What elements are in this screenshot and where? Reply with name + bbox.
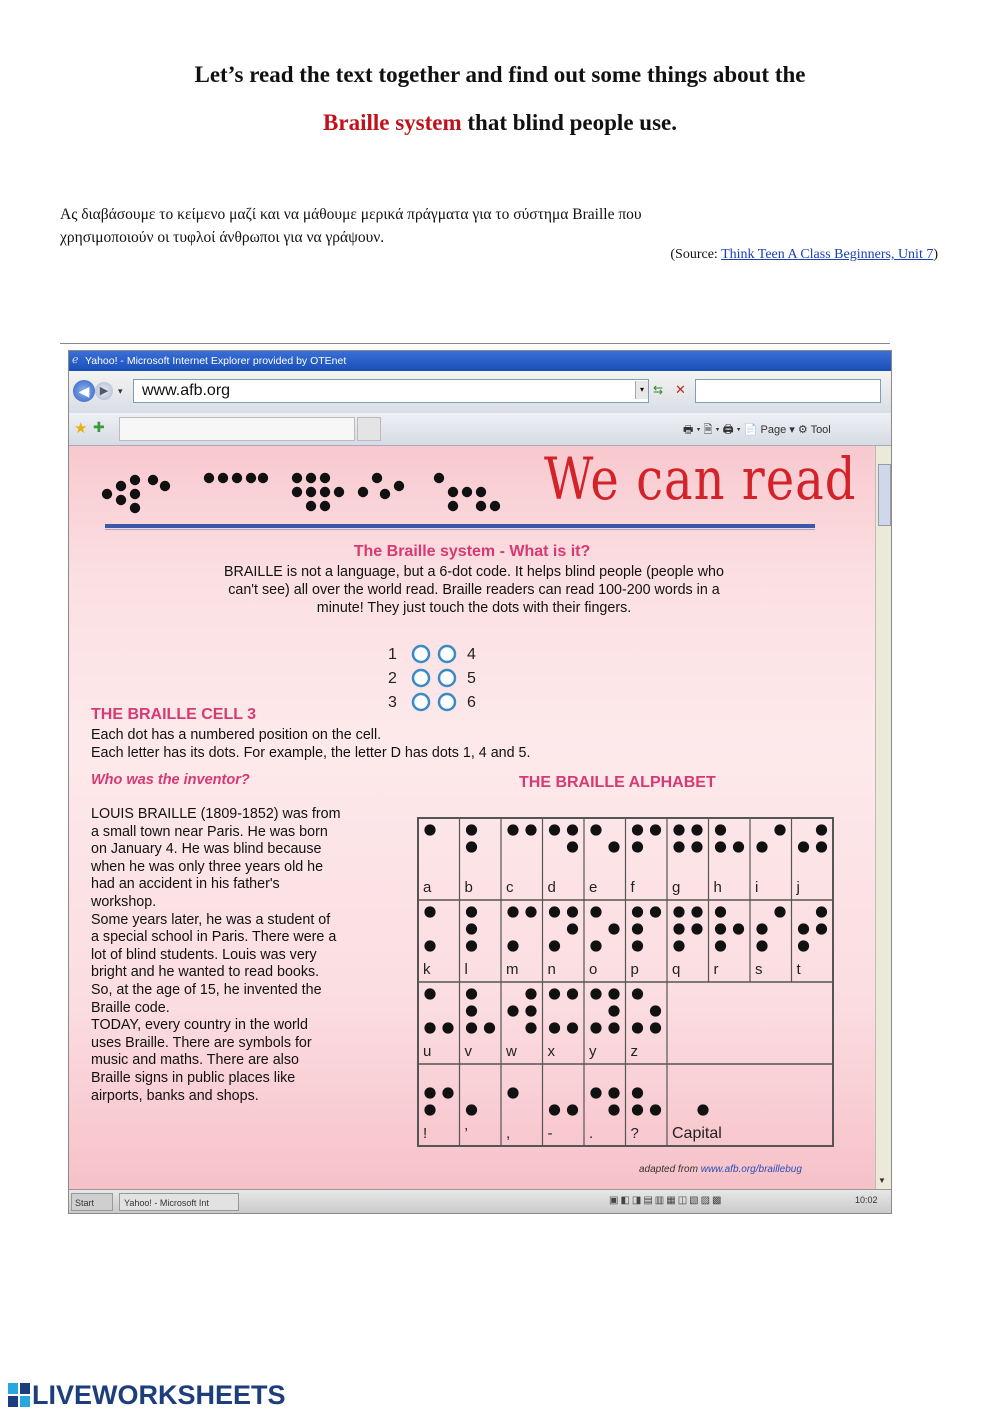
braille-system-description [184,563,764,617]
banner-braille-dot [476,501,486,511]
braille-dot-d-1 [549,824,560,835]
banner-braille-dot [130,503,140,513]
braille-dot-f-1 [632,824,643,835]
forward-arrow-icon[interactable]: ▶ [95,382,113,400]
bio-line: uses Braille. There are symbols for [91,1034,312,1051]
banner-braille-dot [102,489,112,499]
braille-dot-z-3 [632,1022,643,1033]
braille-dot-r-3 [715,940,726,951]
bio-line: Braille code. [91,999,170,1016]
braille-dot-.-6 [608,1104,619,1115]
braille-label-letter: q [672,961,681,978]
system-text-line: can't see) all over the world read. Braille readers can read 100-200 words in a [228,582,720,598]
braille-label-letter: x [547,1043,555,1060]
braille-dot-i-4 [774,824,785,835]
browser-screenshot [68,350,892,1214]
banner-braille-dot [434,473,444,483]
louis-braille-biography [91,806,381,1105]
banner-braille-dot [320,487,330,497]
address-bar[interactable]: www.afb.org [133,379,649,403]
braille-dot-s-4 [774,906,785,917]
banner-braille-dot [116,481,126,491]
taskbar-clock: 10:02 [855,1195,878,1205]
braille-dot-p-2 [632,923,643,934]
liveworksheets-badge-icon [8,1383,30,1407]
vertical-scrollbar[interactable] [875,446,891,1189]
braille-dot-x-3 [549,1022,560,1033]
braille-dot-n-5 [567,923,578,934]
braille-dot-l-3 [466,940,477,951]
braille-label-letter: . [589,1125,594,1142]
cell-circle-1 [413,646,429,662]
braille-label-letter: o [589,961,598,978]
banner-braille-dot [246,473,256,483]
braille-dot-k-1 [424,906,435,917]
braille-dot-’-3 [466,1104,477,1115]
adapted-link[interactable]: www.afb.org/braillebug [700,1164,802,1175]
braille-dot-h-2 [715,841,726,852]
braille-dot-h-1 [715,824,726,835]
command-bar-tools[interactable]: 🖶 ▾ 🗎 ▾ 🖨 ▾ 📄 Page ▾ ⚙ Tool [683,424,831,436]
banner-underline [105,524,815,528]
braille-dot---6 [567,1104,578,1115]
braille-dot-m-1 [507,906,518,917]
braille-label-letter: l [464,961,468,978]
banner-braille-dot [320,473,330,483]
braille-dot-y-1 [590,988,601,999]
adapted-prefix: adapted from [639,1164,701,1175]
braille-label-letter: ’ [464,1125,468,1142]
greek-line-1: Ας διαβάσουμε το κείμενο μαζί και να μάθουμε μερικά πράγματα για το σύστημα Braille που [60,206,642,223]
we-can-read-banner: We can read [544,446,857,514]
braille-dot-p-4 [650,906,661,917]
braille-dot-?-3 [632,1104,643,1115]
bio-line: Some years later, he was a student of [91,911,331,928]
banner-braille-dot [490,501,500,511]
braille-dot-e-5 [608,841,619,852]
braille-label-letter: i [755,879,759,896]
banner-braille-dot [292,473,302,483]
braille-dot-m-4 [525,906,536,917]
browser-tab[interactable] [119,417,355,441]
braille-dot-g-2 [673,841,684,852]
scroll-thumb[interactable] [878,464,891,526]
braille-dot-l-2 [466,923,477,934]
cell-text-line: Each dot has a numbered position on the cell. [91,727,382,743]
braille-banner-icon [99,454,539,524]
system-tray-icons: ▣◧◨▤▥▦◫▧▨▩ [609,1195,724,1206]
braille-label-letter: a [423,879,432,896]
banner-braille-dot [462,487,472,497]
banner-braille-dot [380,489,390,499]
bio-line: LOUIS BRAILLE (1809-1852) was from [91,806,341,822]
braille-alphabet-title: THE BRAILLE ALPHABET [519,774,716,791]
banner-braille-dot [218,473,228,483]
braille-dot-g-5 [691,841,702,852]
braille-dot-n-4 [567,906,578,917]
refresh-icon[interactable]: ⇆ [653,383,664,397]
braille-dot-g-4 [691,824,702,835]
braille-dot-x-1 [549,988,560,999]
banner-braille-dot [130,489,140,499]
source-citation [670,247,938,263]
braille-dot-o-5 [608,923,619,934]
cell-circle-4 [439,646,455,662]
bio-line: airports, banks and shops. [91,1087,259,1104]
scroll-down-icon[interactable]: ▼ [878,1176,886,1185]
braille-dot-v-3 [466,1022,477,1033]
history-dropdown-icon[interactable]: ▾ [118,386,123,396]
banner-braille-dot [320,501,330,511]
braille-dot-!-2 [424,1087,435,1098]
heading-line-2 [0,110,1000,136]
greek-instruction [60,203,880,249]
bio-line: TODAY, every country in the world [91,1017,308,1034]
braille-cell-title: THE BRAILLE CELL 3 [91,706,257,723]
window-titlebar [69,351,891,371]
bio-line: Braille signs in public places like [91,1069,296,1086]
braille-dot-u-1 [424,988,435,999]
braille-dot-z-1 [632,988,643,999]
braille-dot-y-3 [590,1022,601,1033]
banner-braille-dot [306,501,316,511]
braille-dot-y-6 [608,1022,619,1033]
banner-braille-dot [394,481,404,491]
banner-braille-dot [116,495,126,505]
braille-dot-z-6 [650,1022,661,1033]
braille-dot-l-1 [466,906,477,917]
braille-dot---3 [549,1104,560,1115]
braille-dot-w-2 [507,1005,518,1016]
system-text-line: BRAILLE is not a language, but a 6-dot code. It helps blind people (people who [224,564,724,580]
braille-label-letter: p [630,961,639,978]
braille-label-letter: d [547,879,556,896]
braille-dot-p-1 [632,906,643,917]
braille-label-letter: v [464,1043,472,1060]
braille-dot-,-2 [507,1087,518,1098]
braille-dot-q-4 [691,906,702,917]
cell-number-1: 1 [388,646,397,663]
inventor-title: Who was the inventor? [91,772,250,788]
braille-dot-w-6 [525,1022,536,1033]
add-favorite-icon[interactable]: ✚ [93,419,105,435]
cell-number-5: 5 [467,670,476,687]
banner-braille-dot [372,473,382,483]
braille-dot-m-3 [507,940,518,951]
braille-cell-description [91,726,530,762]
banner-braille-dot [334,487,344,497]
braille-label-capital: Capital [672,1125,722,1142]
banner-braille-dot [130,475,140,485]
braille-dot-r-2 [715,923,726,934]
banner-braille-dot [160,481,170,491]
braille-dot-j-2 [798,841,809,852]
greek-line-2: χρησιμοποιούν οι τυφλοί άνθρωποι για να γράψουν. [60,229,385,246]
braille-dot-Capital-6 [697,1104,708,1115]
braille-dot-t-3 [798,940,809,951]
braille-label-letter: j [796,879,800,896]
favorites-bar [69,413,891,446]
bio-line: when he was only three years old he [91,858,324,875]
bio-line: a small town near Paris. He was born [91,823,328,840]
braille-label-letter: , [506,1125,511,1142]
braille-dot-.-2 [590,1087,601,1098]
navigation-bar [69,371,891,413]
divider-line [60,343,890,344]
braille-dot-p-3 [632,940,643,951]
banner-braille-dot [476,487,486,497]
braille-dot-h-5 [733,841,744,852]
windows-taskbar [69,1189,891,1214]
braille-label-letter: m [506,961,519,978]
liveworksheets-logo-text: LIVEWORKSHEETS [32,1380,286,1410]
braille-dot-t-5 [816,923,827,934]
braille-system-highlight: Braille system [323,110,462,135]
braille-dot-w-4 [525,988,536,999]
source-link[interactable]: Think Teen A Class Beginners, Unit 7 [721,247,934,262]
source-prefix: (Source: [670,247,722,262]
braille-label-letter: c [506,879,514,896]
braille-label-letter: t [796,961,801,978]
bio-line: had an accident in his father's [91,876,280,893]
bio-line: a special school in Paris. There were a [91,929,337,946]
cell-number-6: 6 [467,694,476,711]
web-page-content [69,446,875,1189]
braille-dot-b-2 [466,841,477,852]
braille-dot-f-2 [632,841,643,852]
braille-label-letter: g [672,879,681,896]
braille-label-letter: k [423,961,431,978]
braille-dot-r-1 [715,906,726,917]
braille-dot-e-1 [590,824,601,835]
banner-braille-dot [232,473,242,483]
braille-label-letter: - [547,1125,553,1142]
braille-dot-o-1 [590,906,601,917]
braille-dot-j-4 [816,824,827,835]
braille-dot-x-6 [567,1022,578,1033]
braille-dot-c-4 [525,824,536,835]
cell-circle-5 [439,670,455,686]
braille-dot-!-5 [442,1087,453,1098]
source-suffix: ) [933,247,938,262]
braille-label-letter: ! [423,1125,428,1142]
start-button[interactable]: Start [71,1193,113,1211]
braille-dot-v-2 [466,1005,477,1016]
banner-braille-dot [258,473,268,483]
braille-dot-f-4 [650,824,661,835]
liveworksheets-logo [8,1380,286,1411]
braille-label-letter: s [755,961,763,978]
cell-number-4: 4 [467,646,476,663]
braille-dot-o-3 [590,940,601,951]
banner-braille-dot [204,473,214,483]
banner-braille-dot [448,487,458,497]
braille-dot-j-5 [816,841,827,852]
braille-dot-q-5 [691,923,702,934]
braille-dot-d-4 [567,824,578,835]
bio-line: on January 4. He was blind because [91,841,322,858]
braille-dot-s-3 [756,940,767,951]
braille-dot-q-2 [673,923,684,934]
braille-dot-y-4 [608,988,619,999]
banner-braille-dot [306,473,316,483]
heading-line-2-rest: that blind people use. [461,110,677,135]
braille-dot-x-4 [567,988,578,999]
braille-dot-b-1 [466,824,477,835]
braille-label-letter: r [713,961,719,978]
braille-system-title: The Braille system - What is it? [353,543,591,560]
braille-dot-z-5 [650,1005,661,1016]
braille-alphabet-table [416,816,846,1152]
braille-dot-i-2 [756,841,767,852]
braille-dot-g-1 [673,824,684,835]
stop-icon[interactable]: ✕ [675,382,686,397]
braille-label-letter: z [630,1043,638,1060]
braille-label-letter: h [713,879,722,896]
back-arrow-icon[interactable]: ◀ [73,380,95,402]
braille-label-letter: ? [630,1125,639,1142]
system-text-line: minute! They just touch the dots with their fingers. [316,600,632,616]
bio-line: bright and he wanted to read books. [91,964,320,981]
heading-line-1: Let’s read the text together and find out some things about the [194,62,806,87]
banner-braille-dot [292,487,302,497]
cell-text-line: Each letter has its dots. For example, the letter D has dots 1, 4 and 5. [91,745,531,761]
favorites-star-icon[interactable]: ★ [74,420,88,437]
braille-dot-t-4 [816,906,827,917]
bio-line: So, at the age of 15, he invented the [91,981,322,998]
cell-number-3: 3 [388,694,397,711]
braille-dot-s-2 [756,923,767,934]
cell-number-2: 2 [388,670,397,687]
cell-circle-6 [439,694,455,710]
braille-cell-diagram [385,644,495,716]
braille-label-letter: u [423,1043,432,1060]
braille-label-letter: w [506,1043,517,1060]
new-tab-button[interactable] [357,417,381,441]
braille-dot-k-3 [424,940,435,951]
braille-dot-d-5 [567,841,578,852]
braille-label-letter: n [547,961,556,978]
braille-dot-t-2 [798,923,809,934]
bio-line: lot of blind students. Louis was very [91,946,317,963]
braille-dot-c-1 [507,824,518,835]
braille-label-letter: f [630,879,635,896]
braille-dot-v-6 [484,1022,495,1033]
braille-dot-?-2 [632,1087,643,1098]
cell-circle-3 [413,694,429,710]
braille-dot-r-5 [733,923,744,934]
banner-underline-thin [105,529,815,530]
braille-dot-q-1 [673,906,684,917]
bio-line: music and maths. There are also [91,1052,299,1069]
braille-dot-!-3 [424,1104,435,1115]
banner-braille-dot [358,487,368,497]
banner-braille-dot [306,487,316,497]
braille-dot-q-3 [673,940,684,951]
braille-dot-u-3 [424,1022,435,1033]
banner-braille-dot [148,475,158,485]
window-title: Yahoo! - Microsoft Internet Explorer provided by OTEnet [85,355,347,367]
braille-dot-w-5 [525,1005,536,1016]
banner-braille-dot [448,501,458,511]
braille-dot-v-1 [466,988,477,999]
braille-dot-?-6 [650,1104,661,1115]
bio-line: workshop. [91,893,157,910]
taskbar-item[interactable]: Yahoo! - Microsoft Int [119,1193,239,1211]
address-dropdown-icon[interactable]: ▾ [635,381,648,399]
braille-dot-u-6 [442,1022,453,1033]
braille-dot-a-1 [424,824,435,835]
cell-circle-2 [413,670,429,686]
braille-dot-n-3 [549,940,560,951]
braille-dot-y-5 [608,1005,619,1016]
braille-dot-.-5 [608,1087,619,1098]
adapted-from-credit [639,1164,802,1175]
braille-dot-n-1 [549,906,560,917]
search-box[interactable] [695,379,881,403]
braille-label-letter: e [589,879,598,896]
braille-label-letter: y [589,1043,597,1060]
braille-label-letter: b [464,879,473,896]
ie-logo-icon: ℯ [72,354,79,366]
